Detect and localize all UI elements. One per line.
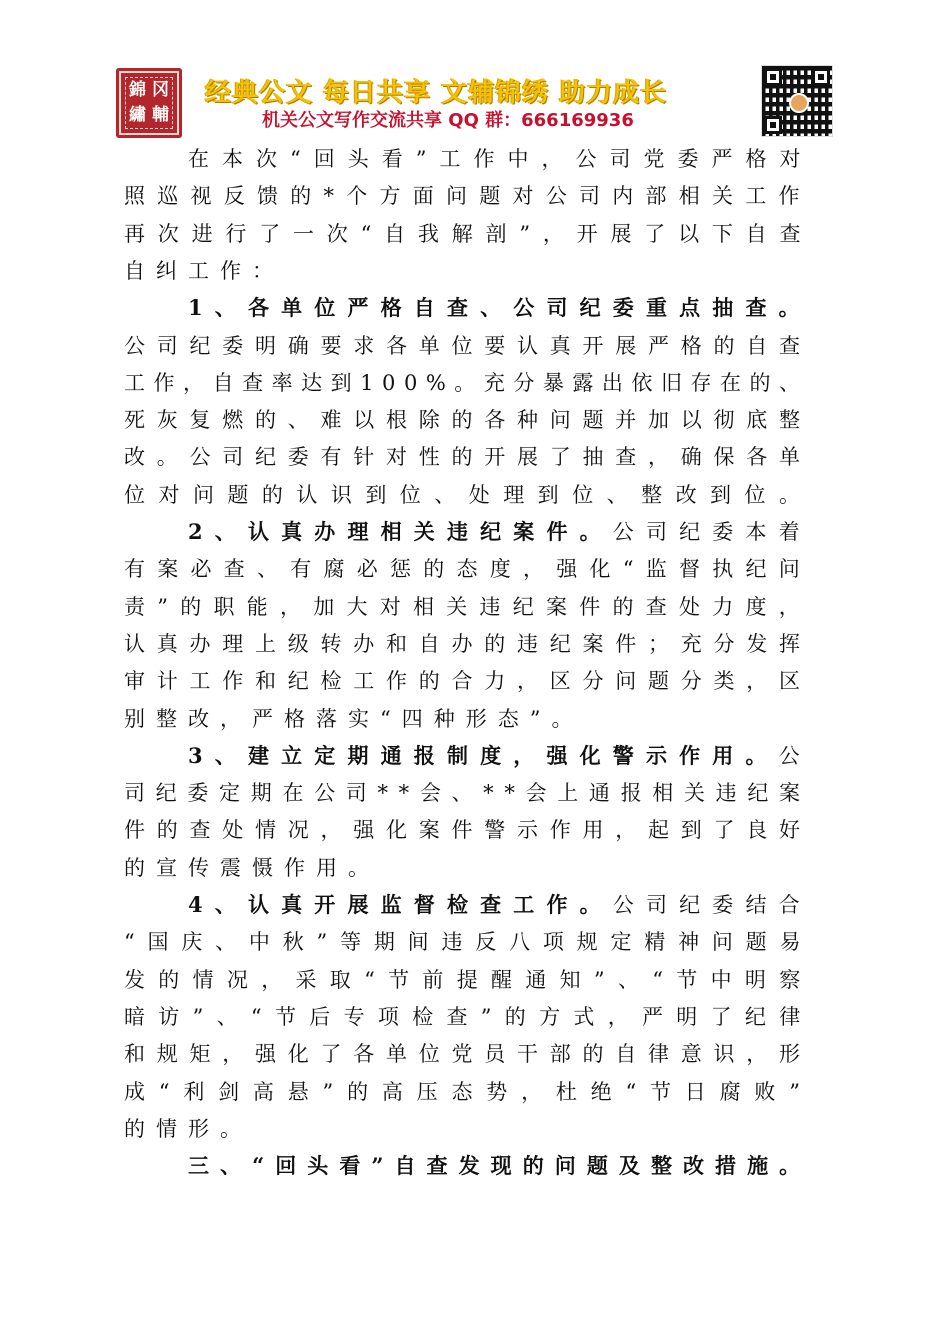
line-text: 自纠工作：: [124, 258, 284, 283]
line-text: 的宣传震慑作用。: [124, 855, 380, 880]
document-line: [124, 401, 812, 439]
line-text: 死灰复燃的、难以根除的各种问题并加以彻底整: [124, 408, 812, 433]
document-line: [124, 327, 812, 365]
line-text: 别整改，严格落实“四种形态”。: [124, 706, 584, 731]
document-line: [188, 1147, 811, 1185]
document-line: [188, 513, 812, 551]
document-line: [124, 550, 812, 588]
section-heading: 1、各单位严格自查、公司纪委重点抽查。: [188, 295, 812, 321]
document-line: [124, 438, 812, 476]
line-text: 件的查处情况，强化案件警示作用，起到了良好: [124, 818, 812, 843]
line-text: 和规矩，强化了各单位党员干部的自律意识，形: [124, 1042, 812, 1067]
document-line: [188, 289, 812, 327]
header-slogan: 经典公文 每日共享 文辅锦绣 助力成长: [205, 78, 668, 108]
line-text: 认真办理上级转办和自办的违纪案件；充分发挥: [124, 631, 812, 656]
line-text: 位对问题的认识到位、处理到位、整改到位。: [124, 482, 814, 507]
document-line: [124, 811, 812, 849]
line-text: 发的情况，采取“节前提醒通知”、“节中明察: [124, 967, 814, 992]
document-line: [124, 625, 812, 663]
document-line: [124, 177, 812, 215]
document-line: [124, 849, 380, 887]
document-line: [188, 140, 813, 178]
line-text: 公司纪委明确要求各单位要认真开展严格的自查: [124, 333, 812, 358]
document-line: [124, 923, 813, 961]
document-line: [124, 252, 284, 290]
logo-char: 輔: [152, 105, 169, 125]
line-text: 有案必查、有腐必惩的态度，强化“监督执纪问: [124, 557, 812, 582]
line-text: 公司纪委结合: [612, 893, 812, 917]
document-line: [188, 886, 812, 924]
line-text: 在本次“回头看”工作中，公司党委严格对: [188, 147, 814, 171]
line-text: 的情形。: [124, 1116, 252, 1141]
line-text: 司纪委定期在公司**会、**会上通报相关违纪案: [124, 781, 811, 806]
section-heading: 2、认真办理相关违纪案件。: [188, 519, 613, 544]
brand-logo: [116, 68, 182, 138]
line-text: 责”的职能，加大对相关违纪案件的查处力度，: [124, 594, 812, 619]
qr-code-icon: [762, 66, 832, 136]
qr-avatar-icon: [789, 93, 809, 113]
line-text: 成“利剑高悬”的高压态势，杜绝“节日腐败”: [124, 1079, 814, 1104]
line-text: “国庆、中秋”等期间违反八项规定精神问题易: [124, 930, 814, 955]
qr-finder: [812, 68, 830, 86]
brand-logo-seal: [125, 77, 173, 129]
logo-char: 錦: [129, 80, 146, 100]
line-text: 公: [778, 743, 812, 768]
document-line: [124, 476, 813, 514]
document-line: [124, 588, 812, 626]
logo-char: 冈: [152, 80, 169, 100]
line-text: 改。公司纪委有针对性的开展了抽查，确保各单: [124, 445, 812, 470]
document-line: [188, 737, 812, 775]
qr-finder: [764, 68, 782, 86]
qr-finder: [764, 116, 782, 134]
document-line: [124, 998, 814, 1036]
document-line: [124, 1110, 252, 1148]
document-line: [124, 215, 813, 253]
section-heading: 3、建立定期通报制度，强化警示作用。: [188, 742, 779, 768]
header-qq-group: 机关公文写作交流共享 QQ 群：666169936: [262, 110, 634, 131]
document-line: [124, 700, 583, 738]
line-text: 审计工作和纪检工作的合力，区分问题分类，区: [124, 669, 812, 694]
document-line: [124, 364, 809, 402]
document-line: [124, 774, 811, 812]
line-text: 暗访”、“节后专项检查”的方式，严明了纪律: [124, 1004, 814, 1029]
document-line: [124, 1035, 812, 1073]
document-line: [124, 1073, 814, 1111]
line-text: 工作，自查率达到100%。充分暴露出依旧存在的、: [124, 370, 809, 395]
document-line: [124, 662, 812, 700]
section-heading: 三、“回头看”自查发现的问题及整改措施。: [188, 1153, 812, 1179]
line-text: 照巡视反馈的*个方面问题对公司内部相关工作: [124, 184, 812, 209]
section-heading: 4、认真开展监督检查工作。: [188, 892, 613, 917]
logo-char: 繡: [129, 105, 146, 125]
document-line: [124, 961, 814, 999]
page-header: [0, 0, 950, 150]
line-text: 公司纪委本着: [612, 520, 812, 544]
line-text: 再次进行了一次“自我解剖”，开展了以下自查: [124, 221, 814, 246]
